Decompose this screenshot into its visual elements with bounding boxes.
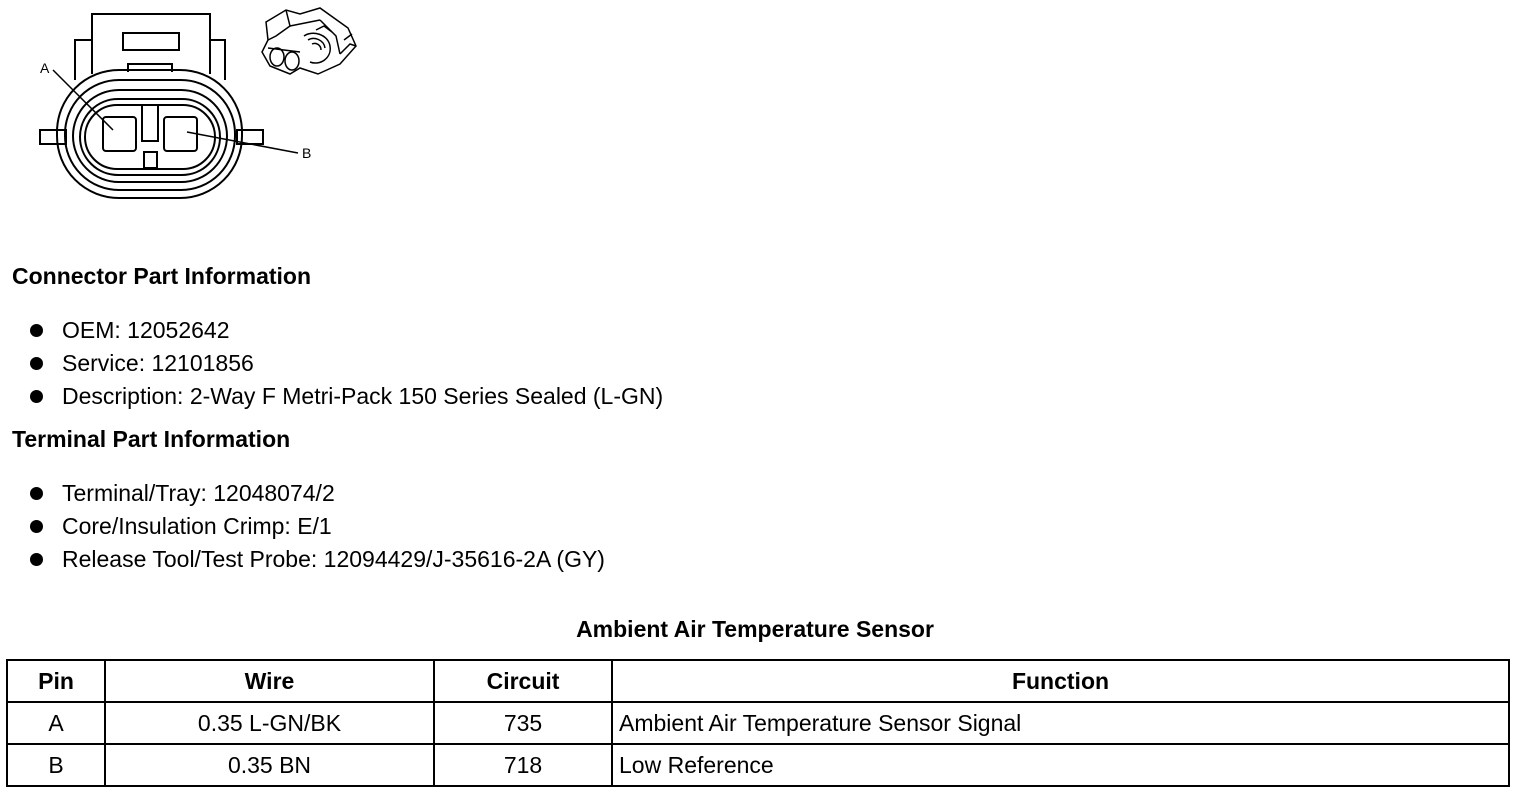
terminal-info-release-tool: Release Tool/Test Probe: 12094429/J-35616-2A (GY) bbox=[28, 543, 605, 576]
connector-info-list bbox=[28, 314, 663, 413]
connector-key bbox=[142, 105, 158, 168]
connector-info-oem: OEM: 12052642 bbox=[28, 314, 663, 347]
cell-pin: A bbox=[7, 702, 105, 744]
terminal-info-list bbox=[28, 477, 605, 576]
cavity-a bbox=[103, 117, 136, 151]
table-header-row bbox=[7, 660, 1509, 702]
connector-info-description: Description: 2-Way F Metri-Pack 150 Series Sealed (L-GN) bbox=[28, 380, 663, 413]
cell-wire: 0.35 BN bbox=[105, 744, 434, 786]
terminal-info-tray: Terminal/Tray: 12048074/2 bbox=[28, 477, 605, 510]
table-row bbox=[7, 744, 1509, 786]
table-title: Ambient Air Temperature Sensor bbox=[576, 616, 934, 642]
terminal-info-crimp: Core/Insulation Crimp: E/1 bbox=[28, 510, 605, 543]
table-row bbox=[7, 702, 1509, 744]
header-function: Function bbox=[612, 660, 1509, 702]
cavity-b bbox=[164, 117, 197, 151]
header-pin: Pin bbox=[7, 660, 105, 702]
header-circuit: Circuit bbox=[434, 660, 612, 702]
connector-body bbox=[57, 70, 242, 198]
pinout-table bbox=[6, 659, 1510, 787]
label-a: A bbox=[40, 60, 50, 76]
label-b: B bbox=[302, 145, 312, 161]
connector-info-service: Service: 12101856 bbox=[28, 347, 663, 380]
connector-info-heading: Connector Part Information bbox=[12, 263, 312, 289]
cell-function: Low Reference bbox=[612, 744, 1509, 786]
connector-diagram bbox=[0, 0, 380, 215]
terminal-info-heading: Terminal Part Information bbox=[12, 426, 291, 452]
cell-circuit: 735 bbox=[434, 702, 612, 744]
cell-pin: B bbox=[7, 744, 105, 786]
cell-wire: 0.35 L-GN/BK bbox=[105, 702, 434, 744]
header-wire: Wire bbox=[105, 660, 434, 702]
connector-3d-icon bbox=[262, 8, 356, 74]
cell-circuit: 718 bbox=[434, 744, 612, 786]
cell-function: Ambient Air Temperature Sensor Signal bbox=[612, 702, 1509, 744]
